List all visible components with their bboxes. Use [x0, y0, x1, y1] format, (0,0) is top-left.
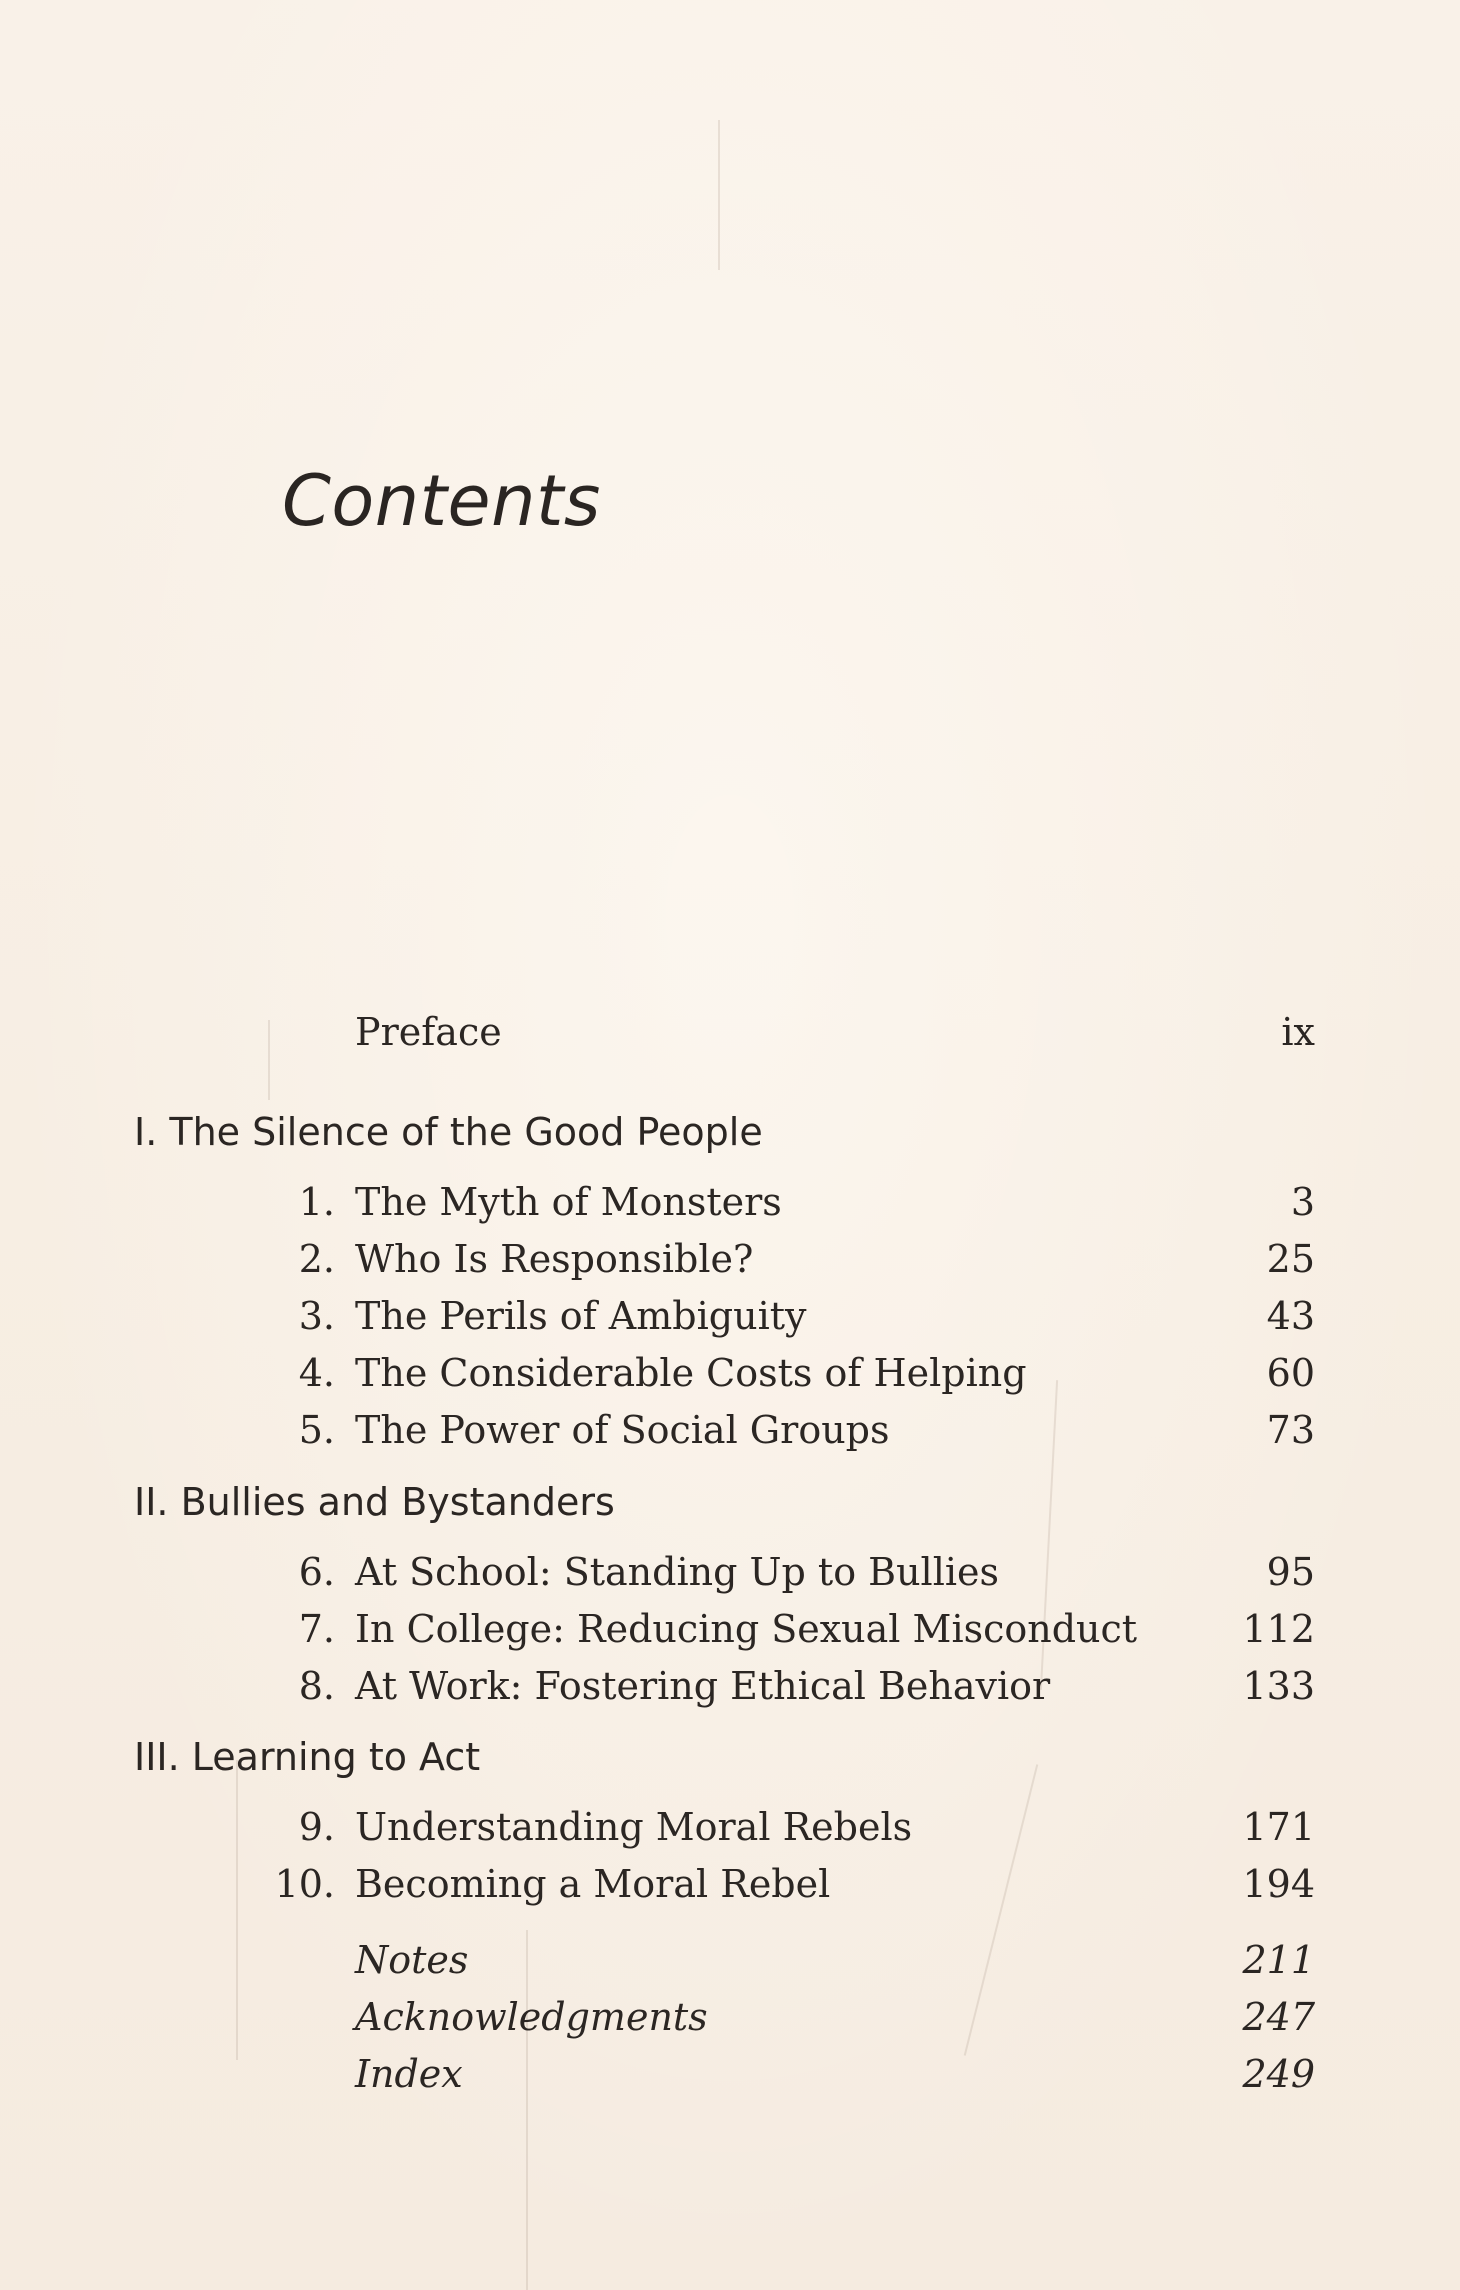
toc-entry-chapter[interactable]: [0, 1550, 1460, 1610]
chapter-title: The Perils of Ambiguity: [355, 1294, 807, 1338]
chapter-number: 2.: [298, 1237, 335, 1281]
chapter-number: 10.: [274, 1862, 335, 1906]
part-heading[interactable]: [0, 1110, 1460, 1170]
chapter-number: 1.: [298, 1180, 335, 1224]
toc-entry-chapter[interactable]: [0, 1237, 1460, 1297]
toc-entry-chapter[interactable]: [0, 1607, 1460, 1667]
chapter-title: The Myth of Monsters: [355, 1180, 782, 1224]
chapter-number: 6.: [298, 1550, 335, 1594]
chapter-page: 95: [1266, 1550, 1315, 1594]
toc-entry-chapter[interactable]: [0, 1180, 1460, 1240]
part-title: II. Bullies and Bystanders: [134, 1480, 615, 1524]
chapter-title: The Considerable Costs of Helping: [355, 1351, 1027, 1395]
chapter-title: The Power of Social Groups: [355, 1408, 890, 1452]
chapter-title: Becoming a Moral Rebel: [355, 1862, 831, 1906]
chapter-title: At Work: Fostering Ethical Behavior: [355, 1664, 1051, 1708]
toc-entry-back-matter[interactable]: [0, 1938, 1460, 1998]
chapter-number: 3.: [298, 1294, 335, 1338]
chapter-title: At School: Standing Up to Bullies: [355, 1550, 999, 1594]
toc-entry-chapter[interactable]: [0, 1862, 1460, 1922]
paper-crease: [718, 120, 720, 270]
chapter-number: 5.: [298, 1408, 335, 1452]
part-title: I. The Silence of the Good People: [134, 1110, 763, 1154]
chapter-number: 4.: [298, 1351, 335, 1395]
chapter-page: 43: [1266, 1294, 1315, 1338]
chapter-page: 25: [1266, 1237, 1315, 1281]
chapter-number: 9.: [298, 1805, 335, 1849]
chapter-page: 112: [1242, 1607, 1315, 1651]
chapter-page: 194: [1242, 1862, 1315, 1906]
entry-title: Index: [355, 2052, 463, 2096]
chapter-page: 60: [1266, 1351, 1315, 1395]
toc-entry-chapter[interactable]: [0, 1805, 1460, 1865]
toc-entry-back-matter[interactable]: [0, 1995, 1460, 2055]
page-title: Contents: [282, 460, 601, 542]
chapter-number: 8.: [298, 1664, 335, 1708]
part-heading[interactable]: [0, 1480, 1460, 1540]
toc-entry-chapter[interactable]: [0, 1351, 1460, 1411]
entry-page: 247: [1242, 1995, 1315, 2039]
chapter-number: 7.: [298, 1607, 335, 1651]
chapter-page: 3: [1290, 1180, 1315, 1224]
part-title: III. Learning to Act: [134, 1735, 481, 1779]
chapter-title: In College: Reducing Sexual Misconduct: [355, 1607, 1138, 1651]
entry-page: 211: [1242, 1938, 1315, 1982]
entry-title: Preface: [355, 1010, 502, 1054]
entry-page: ix: [1281, 1010, 1315, 1054]
toc-entry-chapter[interactable]: [0, 1408, 1460, 1468]
chapter-page: 73: [1266, 1408, 1315, 1452]
toc-entry-preface[interactable]: [0, 1010, 1460, 1070]
chapter-title: Understanding Moral Rebels: [355, 1805, 913, 1849]
entry-title: Acknowledgments: [355, 1995, 708, 2039]
toc-entry-back-matter[interactable]: [0, 2052, 1460, 2112]
toc-entry-chapter[interactable]: [0, 1664, 1460, 1724]
chapter-title: Who Is Responsible?: [355, 1237, 754, 1281]
part-heading[interactable]: [0, 1735, 1460, 1795]
chapter-page: 171: [1242, 1805, 1315, 1849]
chapter-page: 133: [1242, 1664, 1315, 1708]
entry-title: Notes: [355, 1938, 469, 1982]
toc-entry-chapter[interactable]: [0, 1294, 1460, 1354]
entry-page: 249: [1242, 2052, 1315, 2096]
